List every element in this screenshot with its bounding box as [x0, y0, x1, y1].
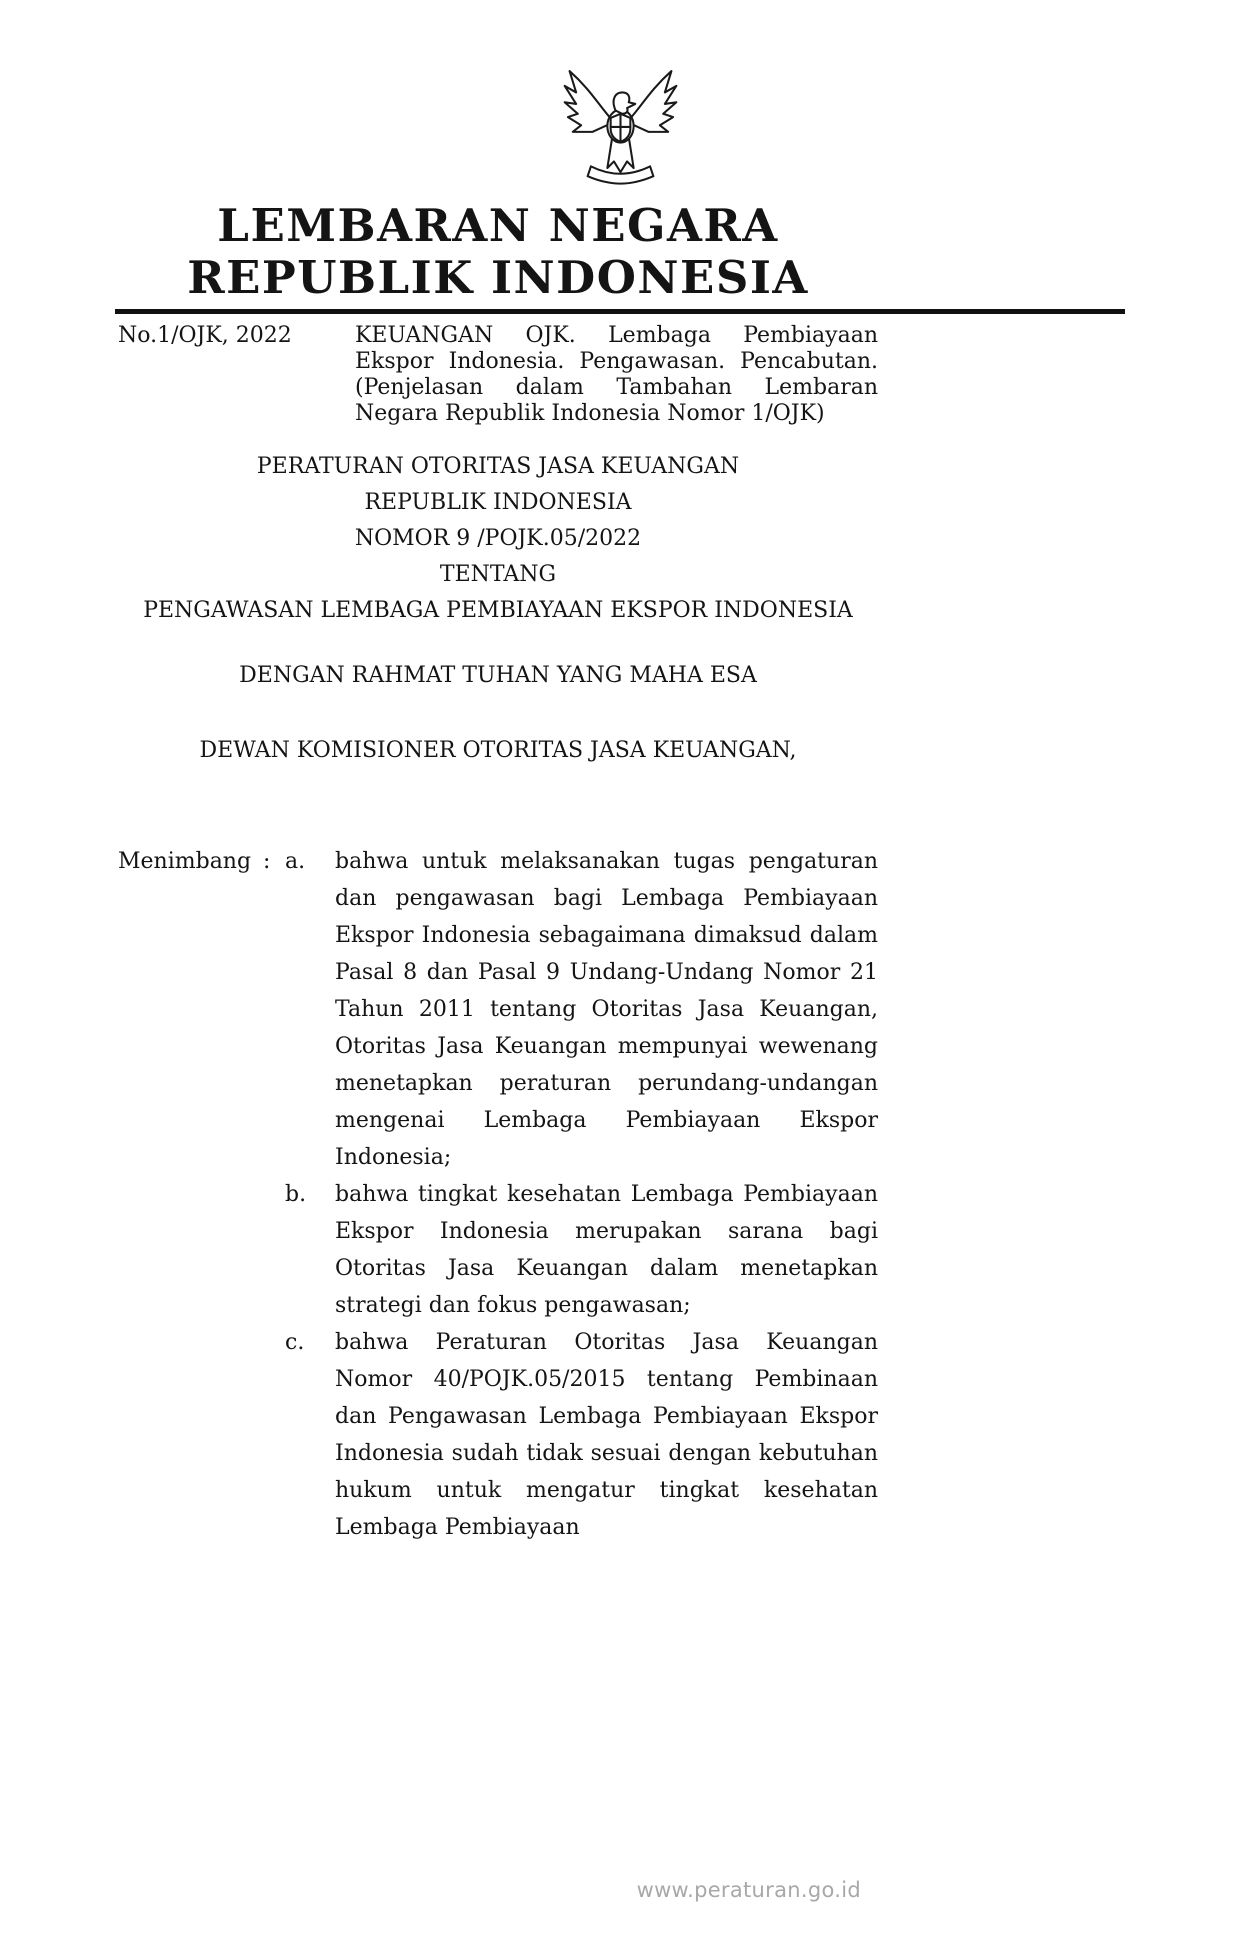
title-divider: [115, 309, 1125, 314]
issuing-authority-line: DEWAN KOMISIONER OTORITAS JASA KEUANGAN,: [199, 738, 797, 763]
gazette-masthead: [118, 200, 878, 304]
consideration-item: [285, 1176, 878, 1324]
footer-watermark-url: www.peraturan.go.id: [636, 1878, 861, 1902]
consideration-letter: a.: [285, 849, 306, 874]
consideration-item: [285, 843, 878, 1176]
regulation-heading-block: [118, 449, 878, 629]
consideration-item: [285, 1324, 878, 1546]
considerations-list: [285, 843, 878, 1546]
regulation-subject-line: PENGAWASAN LEMBAGA PEMBIAYAAN EKSPOR INDONESIA: [143, 598, 853, 623]
invocation-line: DENGAN RAHMAT TUHAN YANG MAHA ESA: [239, 663, 757, 688]
menimbang-label: Menimbang: [118, 849, 252, 874]
gazette-header-row: [118, 323, 878, 427]
menimbang-colon: :: [263, 849, 271, 874]
consideration-text: bahwa Peraturan Otoritas Jasa Keuangan Nomor 40/POJK.05/2015 tentang Pembinaan dan Pengawasan Lembaga Pembiayaan Ekspor Indonesia sudah tidak sesuai dengan kebutuhan hukum untuk mengatur tingkat kesehatan Lembaga Pembiayaan: [335, 1330, 878, 1540]
gazette-title-line1: LEMBARAN NEGARA: [217, 199, 779, 252]
regulation-number-line: NOMOR 9 /POJK.05/2022: [354, 526, 642, 551]
consideration-text: bahwa untuk melaksanakan tugas pengaturan dan pengawasan bagi Lembaga Pembiayaan Ekspor Indonesia sebagaimana dimaksud dalam Pasal 8 dan Pasal 9 Undang-Undang Nomor 21 Tahun 2011 tentang Otoritas Jasa Keuangan, Otoritas Jasa Keuangan mempunyai wewenang menetapkan peraturan perundang-undangan mengenai Lembaga Pembiayaan Ekspor Indonesia;: [335, 849, 878, 1170]
consideration-letter: c.: [285, 1330, 305, 1355]
gazette-title-line2: REPUBLIK INDONESIA: [187, 251, 809, 304]
consideration-letter: b.: [285, 1182, 307, 1207]
gazette-subject: KEUANGAN OJK. Lembaga Pembiayaan Ekspor Indonesia. Pengawasan. Pencabutan. (Penjelasan dalam Tambahan Lembaran Negara Republik Indonesia Nomor 1/OJK): [355, 323, 878, 426]
garuda-pancasila-emblem: [563, 56, 678, 188]
consideration-text: bahwa tingkat kesehatan Lembaga Pembiayaan Ekspor Indonesia merupakan sarana bagi Otoritas Jasa Keuangan dalam menetapkan strategi dan fokus pengawasan;: [335, 1182, 878, 1318]
emblem-container: [0, 0, 1241, 192]
gazette-number: No.1/OJK, 2022: [118, 323, 292, 348]
considerations-section: [118, 843, 878, 1546]
regulation-heading-line: PERATURAN OTORITAS JASA KEUANGAN: [256, 454, 740, 479]
regulation-tentang-line: TENTANG: [439, 562, 557, 587]
regulation-heading-line: REPUBLIK INDONESIA: [364, 490, 632, 515]
